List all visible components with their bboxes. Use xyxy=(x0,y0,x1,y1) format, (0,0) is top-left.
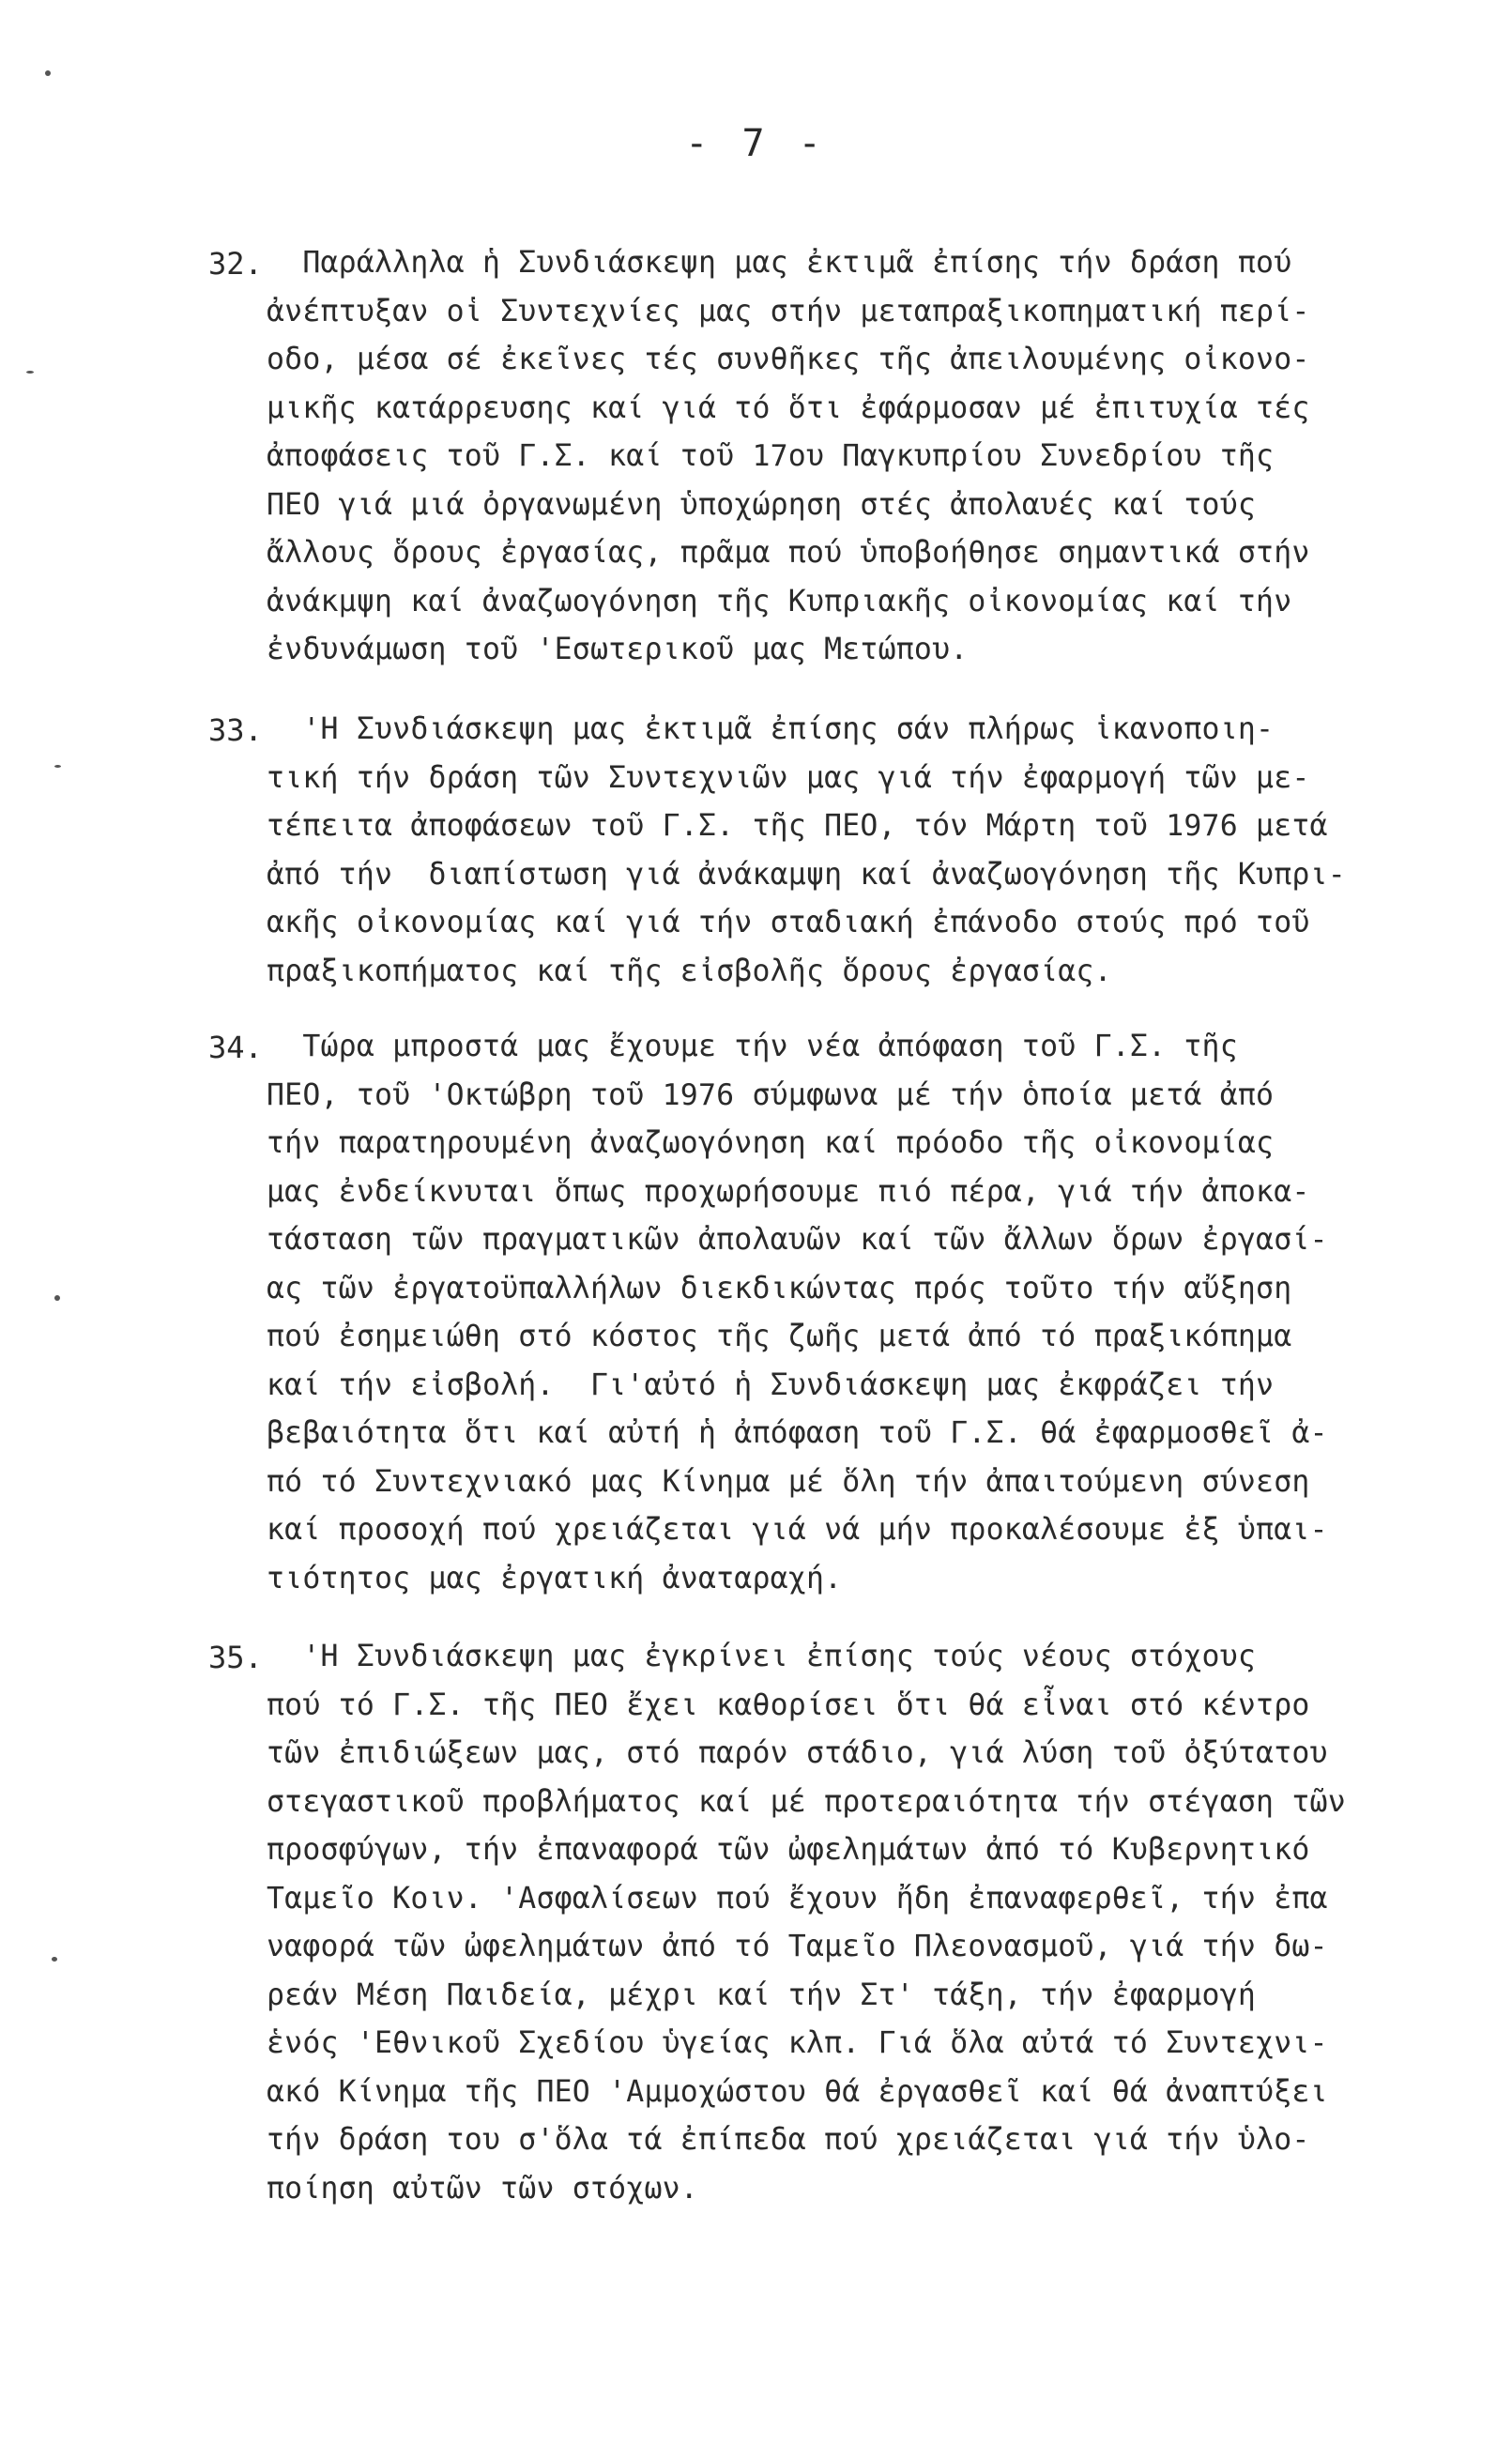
scan-speck xyxy=(54,765,61,768)
text-line: τική τήν δράση τῶν Συντεχνιῶν μας γιά τήν ἐφαρμογή τῶν με- xyxy=(267,760,1310,795)
text-line: τιότητος μας ἐργατική ἀναταραχή. xyxy=(267,1561,843,1596)
text-line: ποίηση αὐτῶν τῶν στόχων. xyxy=(267,2171,698,2206)
text-line: ἀνέπτυξαν οἱ Συντεχνίες μας στήν μεταπραξικοπηματική περί- xyxy=(267,294,1310,328)
paragraph-number: 34. xyxy=(208,1030,263,1065)
text-line: τήν δράση του σ'ὅλα τά ἐπίπεδα πού χρειάζεται γιά τήν ὑλο- xyxy=(267,2123,1310,2157)
scan-speck xyxy=(52,1957,57,1962)
text-line: ας τῶν ἐργατοϋπαλλήλων διεκδικώντας πρός τοῦτο τήν αὔξηση xyxy=(267,1271,1292,1305)
text-line: ναφορά τῶν ὠφελημάτων ἀπό τό Ταμεῖο Πλεονασμοῦ, γιά τήν δω- xyxy=(267,1930,1328,1963)
text-line: 'Η Συνδιάσκεψη μας ἐκτιμᾶ ἐπίσης σάν πλήρως ἱκανοποιη- xyxy=(267,712,1275,746)
text-line: ἀποφάσεις τοῦ Γ.Σ. καί τοῦ 17ου Παγκυπρίου Συνεδρίου τῆς xyxy=(267,439,1275,473)
paragraph-number: 33. xyxy=(208,712,263,748)
text-line: πού τό Γ.Σ. τῆς ΠΕΟ ἔχει καθορίσει ὅτι θά εἶναι στό κέντρο xyxy=(267,1687,1310,1722)
text-line: τάσταση τῶν πραγματικῶν ἀπολαυῶν καί τῶν ἄλλων ὅρων ἐργασί- xyxy=(267,1223,1328,1257)
text-line: ἐνδυνάμωση τοῦ 'Εσωτερικοῦ μας Μετώπου. xyxy=(267,633,969,666)
text-line: στεγαστικοῦ προβλήματος καί μέ προτεραιότητα τήν στέγαση τῶν xyxy=(267,1784,1346,1819)
paragraph-33 xyxy=(208,706,1428,996)
text-line: Τώρα μπροστά μας ἔχουμε τήν νέα ἀπόφαση τοῦ Γ.Σ. τῆς xyxy=(267,1030,1238,1063)
text-line: προσφύγων, τήν ἐπαναφορά τῶν ὠφελημάτων ἀπό τό Κυβερνητικό xyxy=(267,1833,1310,1867)
text-line: ΠΕΟ, τοῦ 'Οκτώβρη τοῦ 1976 σύμφωνα μέ τήν ὁποία μετά ἀπό xyxy=(267,1077,1275,1112)
text-line: ρεάν Μέση Παιδεία, μέχρι καί τήν Στ' τάξη, τήν ἐφαρμογή xyxy=(267,1977,1257,2012)
text-line: βεβαιότητα ὅτι καί αὐτή ἡ ἀπόφαση τοῦ Γ.Σ. θά ἐφαρμοσθεῖ ἀ- xyxy=(267,1416,1328,1450)
text-line: μας ἐνδείκνυται ὅπως προχωρήσουμε πιό πέρα, γιά τήν ἀποκα- xyxy=(267,1174,1310,1209)
paragraph-number: 32. xyxy=(208,246,263,282)
paragraph-34 xyxy=(208,1023,1428,1603)
text-line: τήν παρατηρουμένη ἀναζωογόνηση καί πρόοδο τῆς οἰκονομίας xyxy=(267,1126,1275,1160)
text-line: μικῆς κατάρρευσης καί γιά τό ὅτι ἐφάρμοσαν μέ ἐπιτυχία τές xyxy=(267,390,1310,425)
text-line: τῶν ἐπιδιώξεων μας, στό παρόν στάδιο, γιά λύση τοῦ ὀξύτατου xyxy=(267,1736,1328,1770)
text-line: Παράλληλα ἡ Συνδιάσκεψη μας ἐκτιμᾶ ἐπίσης τήν δράση πού xyxy=(267,246,1292,280)
text-line: ἀνάκμψη καί ἀναζωογόνηση τῆς Κυπριακῆς οἰκονομίας καί τήν xyxy=(267,584,1292,618)
text-line: οδο, μέσα σέ ἐκεῖνες τές συνθῆκες τῆς ἀπειλουμένης οἰκονο- xyxy=(267,343,1310,376)
text-line: ἑνός 'Εθνικοῦ Σχεδίου ὑγείας κλπ. Γιά ὅλα αὐτά τό Συντεχνι- xyxy=(267,2026,1328,2060)
scan-speck xyxy=(45,70,51,76)
text-line: ἄλλους ὅρους ἐργασίας, πρᾶμα πού ὑποβοήθησε σημαντικά στήν xyxy=(267,536,1310,570)
paragraph-35 xyxy=(208,1633,1428,2213)
text-line: ΠΕΟ γιά μιά ὀργανωμένη ὑποχώρηση στές ἀπολαυές καί τούς xyxy=(267,487,1257,522)
text-line: τέπειτα ἀποφάσεων τοῦ Γ.Σ. τῆς ΠΕΟ, τόν Μάρτη τοῦ 1976 μετά xyxy=(267,809,1328,843)
paragraph-number: 35. xyxy=(208,1640,263,1675)
text-line: ακῆς οἰκονομίας καί γιά τήν σταδιακή ἐπάνοδο στούς πρό τοῦ xyxy=(267,906,1310,939)
text-line: 'Η Συνδιάσκεψη μας ἐγκρίνει ἐπίσης τούς νέους στόχους xyxy=(267,1640,1257,1673)
text-line: Ταμεῖο Κοιν. 'Ασφαλίσεων πού ἔχουν ἤδη ἐπαναφερθεῖ, τήν ἐπα xyxy=(267,1881,1328,1916)
text-line: πού ἐσημειώθη στό κόστος τῆς ζωῆς μετά ἀπό τό πραξικόπημα xyxy=(267,1320,1292,1353)
text-line: καί τήν εἰσβολή. Γι'αὐτό ἡ Συνδιάσκεψη μας ἐκφράζει τήν xyxy=(267,1367,1275,1402)
text-line: ακό Κίνημα τῆς ΠΕΟ 'Αμμοχώστου θά ἐργασθεῖ καί θά ἀναπτύξει xyxy=(267,2074,1328,2109)
paragraph-32 xyxy=(208,239,1428,675)
text-line: ἀπό τήν διαπίστωση γιά ἀνάκαμψη καί ἀναζωογόνηση τῆς Κυπρι- xyxy=(267,857,1346,892)
text-line: πραξικοπήματος καί τῆς εἰσβολῆς ὅρους ἐργασίας. xyxy=(267,954,1112,988)
scan-speck xyxy=(54,1295,60,1301)
page-number: - 7 - xyxy=(685,122,827,165)
text-line: πό τό Συντεχνιακό μας Κίνημα μέ ὅλη τήν ἀπαιτούμενη σύνεση xyxy=(267,1464,1310,1499)
text-line: καί προσοχή πού χρειάζεται γιά νά μήν προκαλέσουμε ἐξ ὑπαι- xyxy=(267,1513,1328,1547)
scan-speck xyxy=(26,371,34,374)
